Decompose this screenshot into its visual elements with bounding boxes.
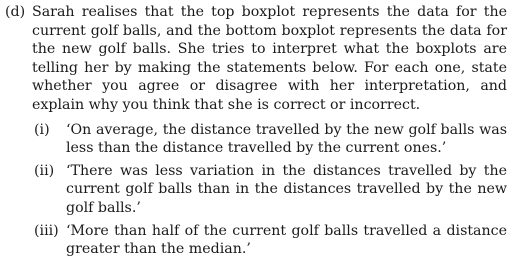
question-d: [5, 3, 507, 263]
statement-iii: [34, 222, 507, 259]
statement-list: [34, 121, 507, 259]
statement-text: ‘More than half of the current golf balls travelled a distance greater than the median.’: [66, 222, 507, 258]
statement-text: ‘On average, the distance travelled by the new golf balls was less than the distance travelled by the current ones.’: [66, 121, 507, 157]
statement-i: [34, 121, 507, 158]
question-label: (d): [5, 4, 26, 20]
question-text: Sarah realises that the top boxplot represents the data for the current golf balls, and the bottom boxplot represents the data for the new golf balls. She tries to interpret what the boxplots are telling her by making the statements below. For each one, state whether you agree or disagree with her interpretation, and explain why you think that she is correct or incorrect.: [32, 4, 507, 113]
statement-ii: [34, 162, 507, 218]
question-stem: [5, 3, 507, 115]
statement-label: (iii): [34, 222, 59, 239]
statement-label: (i): [34, 121, 50, 138]
statement-text: ‘There was less variation in the distances travelled by the current golf balls than in the distances travelled by the new golf balls.’: [66, 162, 507, 216]
statement-label: (ii): [34, 162, 55, 179]
